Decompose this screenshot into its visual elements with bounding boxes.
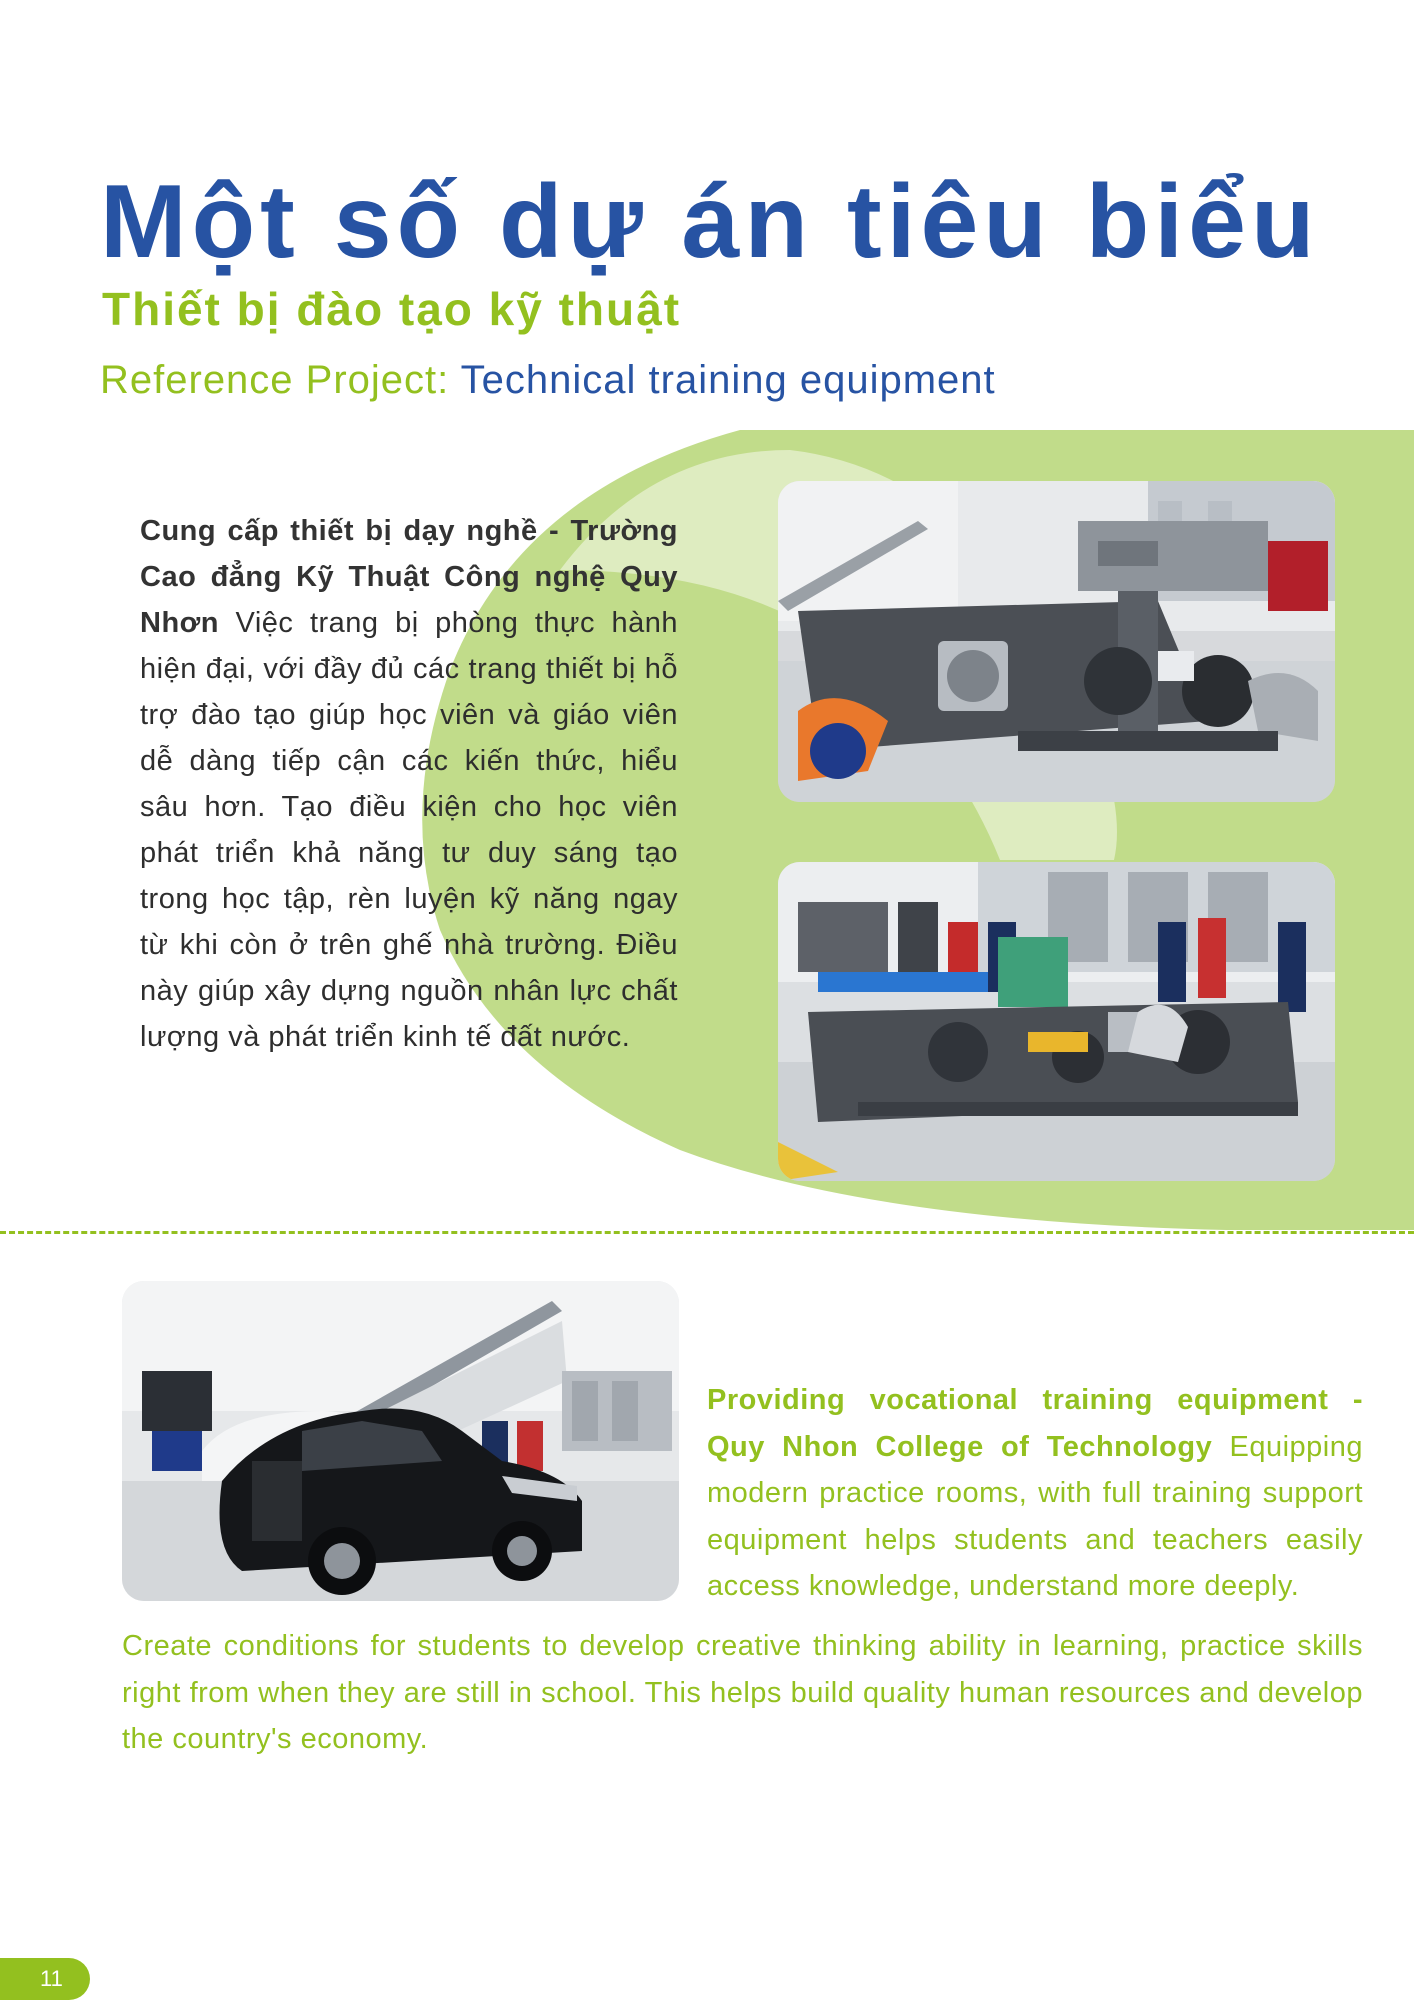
vietnamese-body: Việc trang bị phòng thực hành hiện đại, với đầy đủ các trang thiết bị hỗ trợ đào tạo giúp học viên và giáo viên dễ dàng tiếp cận các kiến thức, hiểu sâu hơn. Tạo điều kiện cho học viên phát triển khả năng tư duy sáng tạo trong học tập, rèn luyện kỹ năng ngay từ khi còn ở trên ghế nhà trường. Điều này giúp xây dựng nguồn nhân lực chất lượng và phát triển kinh tế đất nước. xyxy=(140,607,678,1053)
english-bold-lead: Providing vocational training equipment - Quy Nhon College of Technology xyxy=(707,1384,1363,1463)
page-subtitle: Thiết bị đào tạo kỹ thuật xyxy=(102,283,682,335)
reference-label: Reference Project: xyxy=(100,358,461,402)
page-title: Một số dự án tiêu biểu xyxy=(100,164,1320,280)
vietnamese-bold-lead: Cung cấp thiết bị dạy nghề - Trường Cao đẳng Kỹ Thuật Công nghệ Quy Nhơn xyxy=(140,515,678,639)
english-description xyxy=(707,1377,1363,1610)
page-number: 11 xyxy=(40,1966,63,1991)
reference-line xyxy=(100,360,996,400)
english-body: Equipping modern practice rooms, with full training support equipment helps students and teachers easily access knowledge, understand more deeply. xyxy=(707,1430,1363,1602)
workshop-photo-2 xyxy=(778,862,1335,1181)
vietnamese-description xyxy=(140,508,678,1060)
english-continuation: Create conditions for students to develop creative thinking ability in learning, practice skills right from when they are still in school. This helps build quality human resources and develop the country's economy. xyxy=(122,1630,1363,1755)
workshop-photo-3 xyxy=(122,1281,679,1601)
dashed-divider xyxy=(0,1231,1414,1234)
reference-value: Technical training equipment xyxy=(460,358,996,402)
workshop-photo-1 xyxy=(778,481,1335,802)
